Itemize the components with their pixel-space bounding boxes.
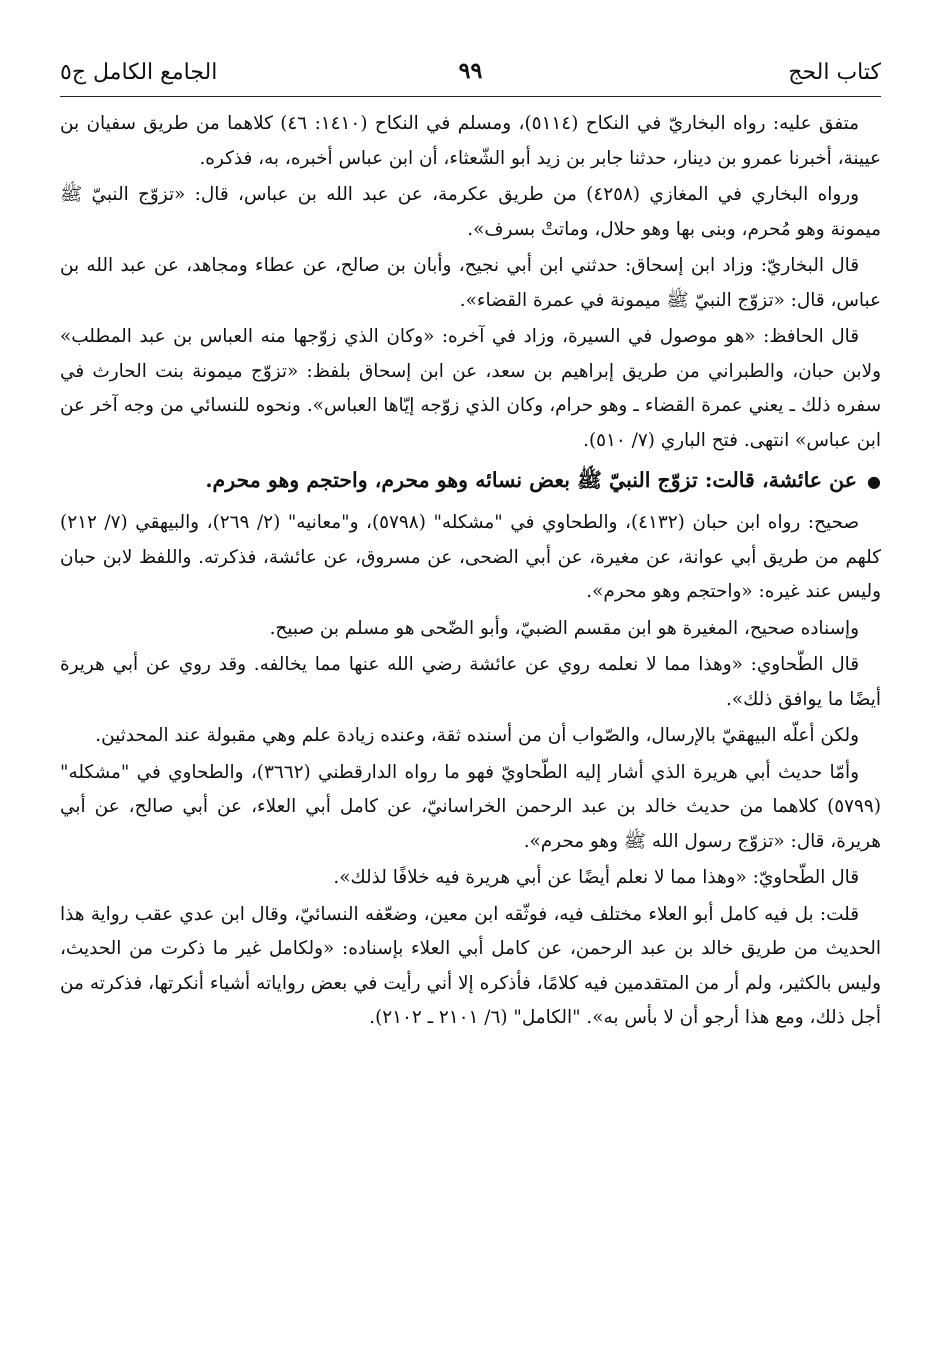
- paragraph-takhrij-6: وإسناده صحيح، المغيرة هو ابن مقسم الضبيّ، وأبو الضّحى هو مسلم بن صبيح.: [269, 617, 859, 639]
- paragraph-takhrij-2: ورواه البخاري في المغازي (٤٢٥٨) من طريق عكرمة، عن عبد الله بن عباس، قال: «تزوّج النبيّ ﷺ ميمونة وهو مُحرم، وبنى بها وهو حلال، وماتتْ بسرف».: [60, 184, 881, 240]
- page-header: [60, 52, 881, 97]
- hadith-text-content: عن عائشة، قالت: تزوّج النبيّ ﷺ بعض نسائه وهو محرم، واحتجم وهو محرم.: [205, 468, 858, 492]
- running-head-section: كتاب الحج: [788, 60, 881, 85]
- page-number: ٩٩: [458, 58, 483, 84]
- paragraph-takhrij-4: قال الحافظ: «هو موصول في السيرة، وزاد في آخره: «وكان الذي زوّجها منه العباس بن عبد المطلب» ولابن حبان، والطبراني من طريق إبراهيم بن سعد، عن ابن إسحاق بلفظ: «تزوّج ميمونة بنت الحارث في سفره ذلك ـ يعني عمرة القضاء ـ وهو حرام، وكان الذي زوّجه إيّاها العباس». ونحوه للنسائي من وجه آخر عن ابن عباس» انتهى. فتح الباري (٧/ ٥١٠).: [60, 326, 881, 451]
- running-head-title: الجامع الكامل ج٥: [60, 60, 218, 85]
- paragraph-takhrij-5: صحيح: رواه ابن حبان (٤١٣٢)، والطحاوي في "مشكله" (٥٧٩٨)، و"معانيه" (٢/ ٢٦٩)، والبيهقي (٧/ ٢١٢) كلهم من طريق أبي عوانة، عن مغيرة، عن أبي الضحى، عن مسروق، عن عائشة، فذكرته. واللفظ لابن حبان وليس عند غيره: «واحتجم وهو محرم».: [60, 512, 881, 602]
- paragraph-takhrij-3: قال البخاريّ: وزاد ابن إسحاق: حدثني ابن أبي نجيح، وأبان بن صالح، عن عطاء ومجاهد، عن عبد الله بن عباس، قال: «تزوّج النبيّ ﷺ ميمونة في عمرة القضاء».: [60, 255, 881, 311]
- paragraph-takhrij-1: متفق عليه: رواه البخاريّ في النكاح (٥١١٤)، ومسلم في النكاح (١٤١٠: ٤٦) كلاهما من طريق سفيان بن عيينة، أخبرنا عمرو بن دينار، حدثنا جابر بن زيد أبو الشّعثاء، أن ابن عباس أخبره، به، فذكره.: [60, 113, 881, 169]
- paragraph-takhrij-7: قال الطّحاوي: «وهذا مما لا نعلمه روي عن عائشة رضي الله عنها مما يخالفه. وقد روي عن أبي هريرة أيضًا ما يوافق ذلك».: [60, 654, 881, 710]
- hadith-text: [60, 462, 881, 500]
- paragraph-takhrij-8: ولكن أعلّه البيهقيّ بالإرسال، والصّواب أن من أسنده ثقة، وعنده زيادة علم وهي مقبولة عند المحدثين.: [95, 725, 859, 746]
- paragraph-takhrij-9: وأمّا حديث أبي هريرة الذي أشار إليه الطّحاويّ فهو ما رواه الدارقطني (٣٦٦٢)، والطحاوي في "مشكله" (٥٧٩٩) كلاهما من حديث خالد بن عبد الرحمن الخراسانيّ، عن كامل أبي العلاء، عن أبي صالح، عن أبي هريرة، قال: «تزوّج رسول الله ﷺ وهو محرم».: [60, 761, 881, 852]
- page-body: [60, 107, 881, 1036]
- paragraph-takhrij-11: قلت: بل فيه كامل أبو العلاء مختلف فيه، فوثّقه ابن معين، وضعّفه النسائيّ، وقال ابن عدي عقب رواية هذا الحديث من طريق خالد بن عبد الرحمن، عن كامل أبي العلاء بإسناده: «ولكامل غير ما ذكرت من الحديث، وليس بالكثير، ولم أر من المتقدمين فيه كلامًا، فأذكره إلا أني رأيت في بعض رواياته أشياء أنكرتها، فذكرته من أجل ذلك، ومع هذا أرجو أن لا بأس به». "الكامل" (٦/ ٢١٠١ ـ ٢١٠٢).: [60, 903, 881, 1028]
- bullet-icon: ●: [867, 472, 881, 491]
- paragraph-takhrij-10: قال الطّحاويّ: «وهذا مما لا نعلم أيضًا عن أبي هريرة فيه خلافًا لذلك».: [333, 867, 859, 888]
